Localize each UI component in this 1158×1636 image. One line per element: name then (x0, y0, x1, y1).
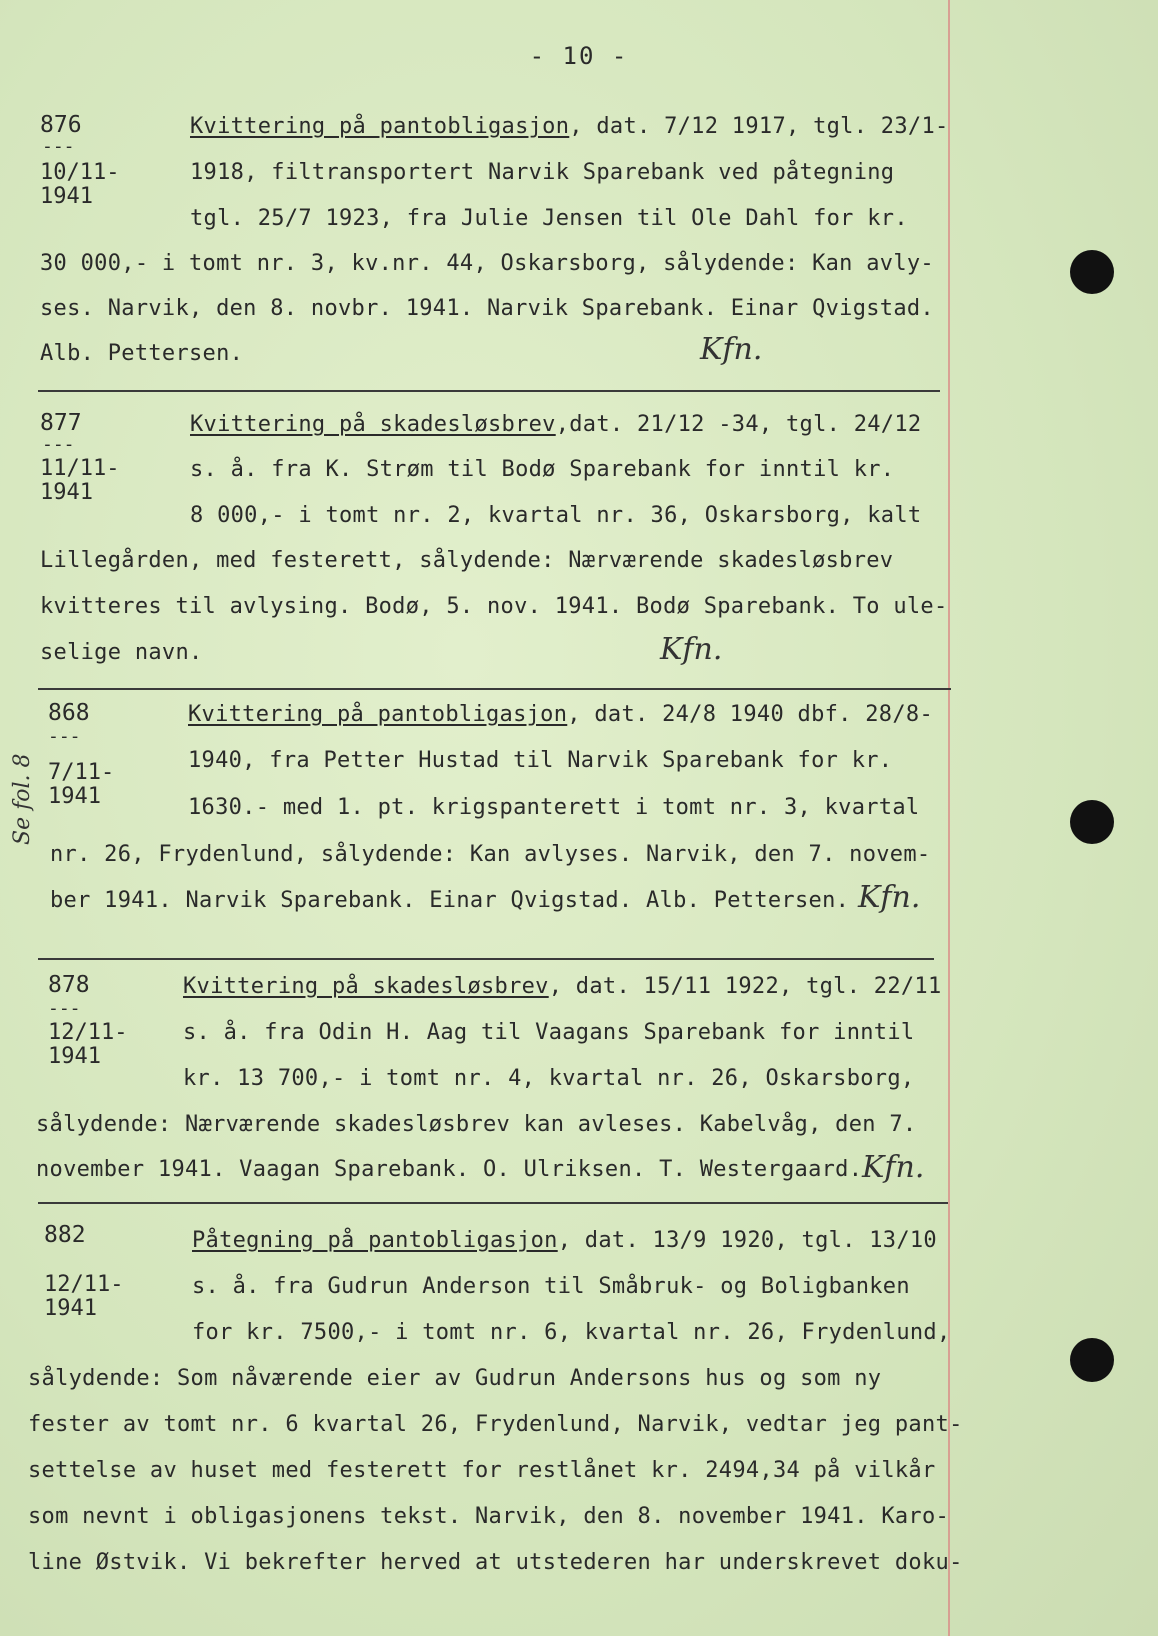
entry-line: november 1941. Vaagan Sparebank. O. Ulriksen. T. Westergaard. (36, 1157, 863, 1182)
entry-date-year: 1941 (44, 1296, 97, 1321)
signature-initials: Kfn. (862, 1150, 925, 1185)
entry-dashes: --- (48, 998, 81, 1019)
entry-line: line Østvik. Vi bekrefter herved at utstederen har underskrevet doku- (28, 1550, 963, 1575)
entry-title: Påtegning på pantobligasjon (192, 1228, 558, 1253)
entry-number: 868 (48, 700, 90, 726)
entry-line: 30 000,- i tomt nr. 3, kv.nr. 44, Oskarsborg, sålydende: Kan avly- (40, 251, 934, 276)
entry-line: s. å. fra Gudrun Anderson til Småbruk- og Boligbanken (192, 1274, 910, 1299)
entry-date-year: 1941 (40, 480, 93, 505)
entry-dashes: --- (42, 434, 75, 455)
entry-title: Kvittering på pantobligasjon (188, 702, 568, 727)
signature-initials: Kfn. (858, 880, 921, 915)
entry-line: kr. 13 700,- i tomt nr. 4, kvartal nr. 26, Oskarsborg, (183, 1066, 915, 1091)
punch-hole (1070, 1338, 1114, 1382)
punch-hole (1070, 250, 1114, 294)
entry-line: nr. 26, Frydenlund, sålydende: Kan avlyses. Narvik, den 7. novem- (50, 842, 931, 867)
entry-title: Kvittering på pantobligasjon (190, 114, 570, 139)
entry-line: fester av tomt nr. 6 kvartal 26, Frydenlund, Narvik, vedtar jeg pant- (28, 1412, 963, 1437)
entry-line: settelse av huset med festerett for restlånet kr. 2494,34 på vilkår (28, 1458, 936, 1483)
entry-line: Lillegården, med festerett, sålydende: Nærværende skadesløsbrev (40, 548, 894, 573)
entry-line: s. å. fra Odin H. Aag til Vaagans Sparebank for inntil (183, 1020, 915, 1045)
separator-rule (38, 958, 934, 960)
entry-number: 882 (44, 1222, 86, 1248)
entry-title: Kvittering på skadesløsbrev (183, 974, 549, 999)
entry-number: 877 (40, 410, 82, 436)
entry-date-year: 1941 (48, 784, 101, 809)
entry-date-day: 10/11- (40, 160, 120, 185)
entry-line: Kvittering på skadesløsbrev, dat. 15/11 1922, tgl. 22/11 (183, 974, 942, 999)
entry-date-year: 1941 (48, 1044, 101, 1069)
entry-line: selige navn. (40, 640, 203, 665)
entry-title: Kvittering på skadesløsbrev (190, 412, 556, 437)
entry-dashes: --- (42, 136, 75, 157)
entry-line: tgl. 25/7 1923, fra Julie Jensen til Ole Dahl for kr. (190, 206, 908, 231)
entry-line: 1940, fra Petter Hustad til Narvik Sparebank for kr. (188, 748, 893, 773)
entry-date-day: 7/11- (48, 760, 115, 785)
entry-number: 876 (40, 112, 82, 138)
entry-line: 8 000,- i tomt nr. 2, kvartal nr. 36, Oskarsborg, kalt (190, 503, 922, 528)
entry-line: kvitteres til avlysing. Bodø, 5. nov. 1941. Bodø Sparebank. To ule- (40, 594, 948, 619)
entry-line: ber 1941. Narvik Sparebank. Einar Qvigstad. Alb. Pettersen. (50, 888, 850, 913)
entry-line: for kr. 7500,- i tomt nr. 6, kvartal nr. 26, Frydenlund, (192, 1320, 951, 1345)
signature-initials: Kfn. (660, 632, 723, 667)
entry-date-year: 1941 (40, 184, 93, 209)
separator-rule (38, 390, 940, 392)
entry-line: Kvittering på pantobligasjon, dat. 7/12 1917, tgl. 23/1- (190, 114, 949, 139)
entry-date-day: 11/11- (40, 456, 120, 481)
page-number: - 10 - (529, 42, 629, 70)
punch-hole (1070, 800, 1114, 844)
entry-line: sålydende: Nærværende skadesløsbrev kan avleses. Kabelvåg, den 7. (36, 1112, 917, 1137)
entry-line: Kvittering på pantobligasjon, dat. 24/8 1940 dbf. 28/8- (188, 702, 933, 727)
entry-line: Alb. Pettersen. (40, 341, 244, 366)
entry-dashes: --- (48, 726, 81, 747)
entry-line: som nevnt i obligasjonens tekst. Narvik, den 8. november 1941. Karo- (28, 1504, 950, 1529)
margin-note: Se fol. 8 (10, 753, 35, 845)
entry-number: 878 (48, 972, 90, 998)
entry-date-day: 12/11- (44, 1272, 124, 1297)
entry-line: 1918, filtransportert Narvik Sparebank ved påtegning (190, 160, 895, 185)
entry-line: sålydende: Som nåværende eier av Gudrun Andersons hus og som ny (28, 1366, 882, 1391)
separator-rule (38, 1202, 948, 1204)
entry-date-day: 12/11- (48, 1020, 128, 1045)
margin-line (948, 0, 950, 1636)
entry-line: ses. Narvik, den 8. novbr. 1941. Narvik Sparebank. Einar Qvigstad. (40, 296, 934, 321)
entry-line: Påtegning på pantobligasjon, dat. 13/9 1920, tgl. 13/10 (192, 1228, 937, 1253)
entry-line: Kvittering på skadesløsbrev,dat. 21/12 -34, tgl. 24/12 (190, 412, 922, 437)
separator-rule (38, 688, 951, 690)
signature-initials: Kfn. (700, 332, 763, 367)
entry-line: s. å. fra K. Strøm til Bodø Sparebank for inntil kr. (190, 457, 895, 482)
entry-line: 1630.- med 1. pt. krigspanterett i tomt nr. 3, kvartal (188, 795, 920, 820)
